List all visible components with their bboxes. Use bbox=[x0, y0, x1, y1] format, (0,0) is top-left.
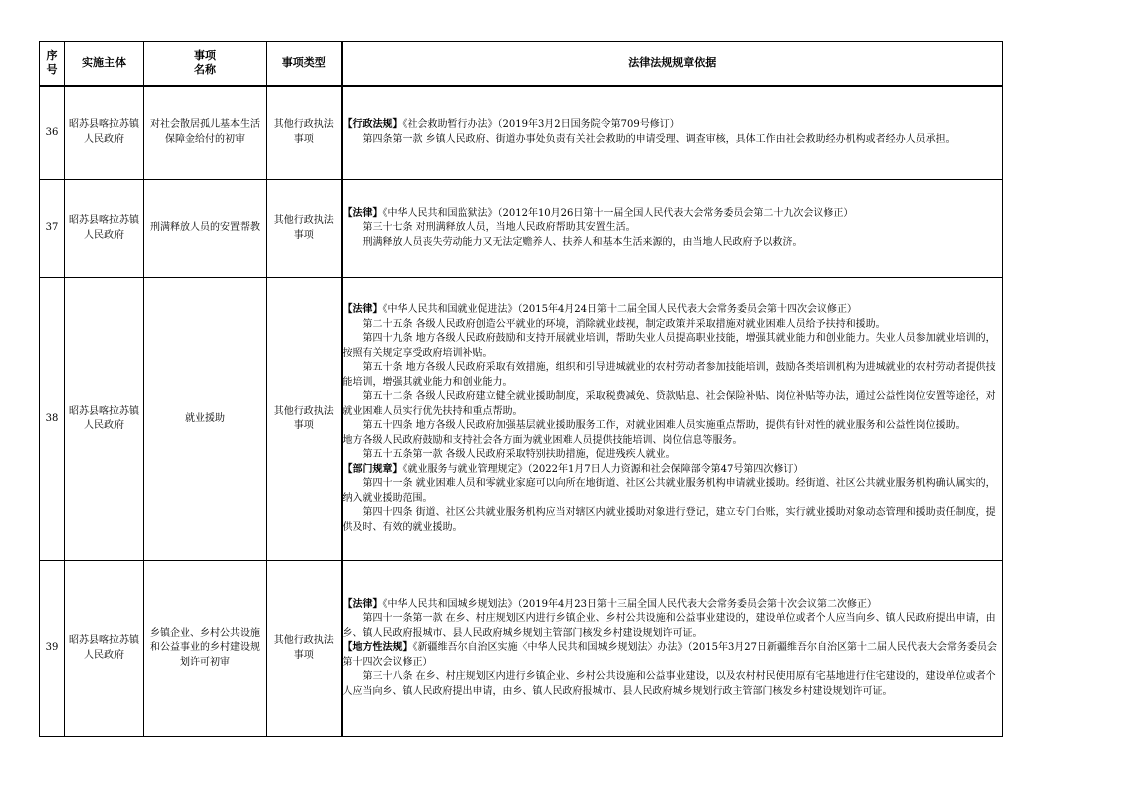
basis-line: 第三十八条 在乡、村庄规划区内进行乡镇企业、乡村公共设施和公益事业建设，以及农村村民使用原有宅基地进行住宅建设的，建设单位或者个人应当向乡、镇人民政府提出申请，由乡、镇人民政府报城市、县人民政府城乡规划行政主管部门核发乡村建设规划许可证。 bbox=[342, 671, 996, 697]
basis-line: 【行政法规】《社会救助暂行办法》（2019年3月2日国务院令第709号修订） bbox=[342, 119, 680, 131]
row-no: 38 bbox=[40, 278, 65, 561]
table-row bbox=[40, 86, 1003, 180]
row-basis bbox=[342, 278, 1003, 561]
basis-line: 【部门规章】《就业服务与就业管理规定》（2022年1月7日人力资源和社会保障部令第47号第四次修订） bbox=[342, 463, 804, 475]
basis-line: 第四十一条 就业困难人员和零就业家庭可以向所在地街道、社区公共就业服务机构申请就业援助。经街道、社区公共就业服务机构确认属实的，纳入就业援助范围。 bbox=[342, 478, 996, 504]
row-subject: 昭苏县喀拉苏镇人民政府 bbox=[65, 278, 144, 561]
row-no: 37 bbox=[40, 180, 65, 278]
row-no: 36 bbox=[40, 86, 65, 180]
row-subject: 昭苏县喀拉苏镇人民政府 bbox=[65, 86, 144, 180]
row-item-name: 乡镇企业、乡村公共设施和公益事业的乡村建设规划许可初审 bbox=[144, 561, 267, 737]
basis-line: 刑满释放人员丧失劳动能力又无法定赡养人、扶养人和基本生活来源的，由当地人民政府予以救济。 bbox=[362, 236, 803, 248]
basis-line: 【法律】《中华人民共和国就业促进法》（2015年4月24日第十二届全国人民代表大会常务委员会第十四次会议修正） bbox=[342, 304, 858, 315]
row-item-name: 刑满释放人员的安置帮教 bbox=[144, 180, 267, 278]
row-type: 其他行政执法事项 bbox=[267, 86, 342, 180]
header-basis: 法律法规规章依据 bbox=[342, 42, 1003, 86]
row-type: 其他行政执法事项 bbox=[267, 278, 342, 561]
row-item-name: 就业援助 bbox=[144, 278, 267, 561]
row-type: 其他行政执法事项 bbox=[267, 561, 342, 737]
basis-line: 第三十七条 对刑满释放人员，当地人民政府帮助其安置生活。 bbox=[362, 222, 636, 234]
table-row bbox=[40, 561, 1003, 737]
basis-line: 【法律】《中华人民共和国监狱法》（2012年10月26日第十一届全国人民代表大会常务委员会第二十九次会议修正） bbox=[342, 207, 854, 219]
basis-line: 第四十九条 地方各级人民政府鼓励和支持开展就业培训，帮助失业人员提高职业技能，增强其就业能力和创业能力。失业人员参加就业培训的，按照有关规定享受政府培训补贴。 bbox=[342, 333, 996, 359]
basis-line: 第五十四条 地方各级人民政府加强基层就业援助服务工作，对就业困难人员实施重点帮助，提供有针对性的就业服务和公益性岗位援助。 bbox=[362, 420, 966, 431]
row-basis bbox=[342, 180, 1003, 278]
row-subject: 昭苏县喀拉苏镇人民政府 bbox=[65, 180, 144, 278]
table-row bbox=[40, 278, 1003, 561]
items-table bbox=[39, 41, 1003, 737]
table-row bbox=[40, 180, 1003, 278]
header-no: 序 号 bbox=[40, 42, 65, 86]
basis-line: 第四十一条第一款 在乡、村庄规划区内进行乡镇企业、乡村公共设施和公益事业建设的，建设单位或者个人应当向乡、镇人民政府提出申请，由乡、镇人民政府报城市、县人民政府城乡规划主管部门核发乡村建设规划许可证。 bbox=[342, 613, 996, 639]
row-basis bbox=[342, 561, 1003, 737]
row-type: 其他行政执法事项 bbox=[267, 180, 342, 278]
basis-line: 第二十五条 各级人民政府创造公平就业的环境，消除就业歧视，制定政策并采取措施对就业困难人员给予扶持和援助。 bbox=[362, 318, 886, 330]
basis-line: 第四条第一款 乡镇人民政府、街道办事处负责有关社会救助的申请受理、调查审核，具体工作由社会救助经办机构或者经办人员承担。 bbox=[362, 133, 956, 145]
header-item-name: 事项 名称 bbox=[144, 42, 267, 86]
basis-line: 【法律】《中华人民共和国城乡规划法》（2019年4月23日第十三届全国人民代表大会常务委员会第十次会议第二次修正） bbox=[342, 598, 878, 610]
row-item-name: 对社会散居孤儿基本生活保障金给付的初审 bbox=[144, 86, 267, 180]
basis-line: 第五十五条第一款 各级人民政府采取特别扶助措施，促进残疾人就业。 bbox=[362, 449, 676, 460]
basis-line: 【地方性法规】《新疆维吾尔自治区实施〈中华人民共和国城乡规划法〉办法》（2015年3月27日新疆维吾尔自治区第十二届人民代表大会常务委员会第十四次会议修正） bbox=[342, 642, 998, 668]
row-basis bbox=[342, 86, 1003, 180]
header-subject: 实施主体 bbox=[65, 42, 144, 86]
basis-line: 第五十二条 各级人民政府建立健全就业援助制度，采取税费减免、贷款贴息、社会保险补贴、岗位补贴等办法，通过公益性岗位安置等途径，对就业困难人员实行优先扶持和重点帮助。 bbox=[342, 391, 996, 417]
header-type: 事项类型 bbox=[267, 42, 342, 86]
basis-line: 第四十四条 街道、社区公共就业服务机构应当对辖区内就业援助对象进行登记，建立专门台账，实行就业援助对象动态管理和援助责任制度，提供及时、有效的就业援助。 bbox=[342, 507, 996, 533]
table-header-row bbox=[40, 42, 1003, 86]
row-subject: 昭苏县喀拉苏镇人民政府 bbox=[65, 561, 144, 737]
basis-line: 第五十条 地方各级人民政府采取有效措施，组织和引导进城就业的农村劳动者参加技能培训，鼓励各类培训机构为进城就业的农村劳动者提供技能培训，增强其就业能力和创业能力。 bbox=[342, 362, 996, 388]
row-no: 39 bbox=[40, 561, 65, 737]
basis-line: 地方各级人民政府鼓励和支持社会各方面为就业困难人员提供技能培训、岗位信息等服务。 bbox=[342, 434, 743, 446]
